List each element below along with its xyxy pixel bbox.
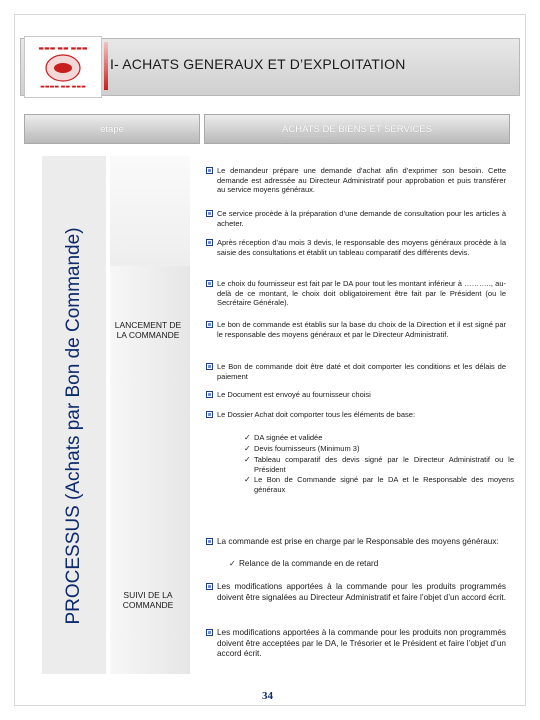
bullet-text: La commande est prise en charge par le Responsable des moyens généraux:	[217, 537, 499, 546]
list-item	[206, 362, 506, 381]
checklist-item	[229, 559, 499, 570]
column-header-step: étape	[24, 114, 200, 144]
checklist-item	[244, 444, 514, 454]
checkbox-bullet-icon	[206, 538, 213, 545]
checklist-item	[244, 455, 514, 474]
logo-emblem-icon	[28, 41, 98, 93]
checkbox-bullet-icon	[206, 239, 213, 246]
bullet-text: Ce service procède à la préparation d’une demande de consultation pour les articles à acheter.	[217, 209, 506, 228]
checkbox-bullet-icon	[206, 583, 213, 590]
list-item	[206, 166, 506, 195]
list-item	[206, 410, 506, 420]
process-label: PROCESSUS (Achats par Bon de Commande)	[63, 227, 84, 625]
checklist-text: Le Bon de Commande signé par le DA et le Responsable des moyens généraux	[254, 475, 514, 494]
list-item	[206, 279, 506, 308]
checklist-text: DA signée et validée	[254, 433, 323, 442]
bullet-text: Après réception d’au mois 3 devis, le responsable des moyens généraux procède à la saisie des consultations et établit un tableau comparatif des différents devis.	[217, 238, 506, 257]
logo	[24, 36, 102, 98]
checkbox-bullet-icon	[206, 391, 213, 398]
bullet-text: Le Bon de commande doit être daté et doit comporter les conditions et les délais de paiement	[217, 362, 506, 381]
list-item	[206, 582, 506, 603]
divider	[284, 136, 330, 137]
svg-text:▬▬▬ ▬▬ ▬▬▬: ▬▬▬ ▬▬ ▬▬▬	[38, 45, 88, 52]
checkmark-icon: ✓	[229, 559, 236, 568]
checkmark-icon: ✓	[244, 433, 251, 442]
bullet-text: Les modifications apportées à la commande pour les produits programmés doivent être signalées au Directeur Administratif et faire l’objet d’un accord écrit.	[217, 582, 506, 602]
checkmark-icon: ✓	[244, 444, 251, 453]
bullet-text: Le choix du fournisseur est fait par le DA pour tout les montant inférieur à ……….., au-delà de ce montant, le choix doit obligatoirement être fait par le Président (ou le Secrétaire Générale).	[217, 279, 506, 308]
checkmark-icon: ✓	[244, 475, 251, 484]
checkbox-bullet-icon	[206, 280, 213, 287]
page-title: I- ACHATS GENERAUX ET D’EXPLOITATION	[110, 56, 406, 72]
svg-text:▬▬▬▬ ▬▬ ▬▬▬: ▬▬▬▬ ▬▬ ▬▬▬	[40, 84, 86, 90]
bullet-text: Le Document est envoyé au fournisseur choisi	[217, 390, 371, 399]
column-header-purchases: ACHATS DE BIENS ET SERVICES	[204, 114, 510, 144]
checklist-text: Devis fournisseurs (Minimum 3)	[254, 444, 360, 453]
list-item	[206, 390, 506, 400]
bullet-text: Les modifications apportées à la commande pour les produits non programmés doivent être acceptées par le DA, le Trésorier et le Président et faire l’objet d’un accord écrit.	[217, 628, 506, 659]
bullet-text: Le demandeur prépare une demande d’achat afin d’exprimer son besoin. Cette demande est adressée au Directeur Administratif pour approbation et puis transférer au service moyens généraux.	[217, 166, 506, 195]
checkbox-bullet-icon	[206, 321, 213, 328]
list-item	[206, 628, 506, 660]
phase-label-suivi: SUIVI DE LA COMMANDE	[122, 590, 174, 610]
checklist-item	[244, 475, 514, 494]
bullet-text: Le bon de commande est établis sur la base du choix de la Direction et il est signé par le responsable des moyens généraux et par le Directeur Administratif.	[217, 320, 506, 339]
checkbox-bullet-icon	[206, 167, 213, 174]
checklist-text: Relance de la commande en de retard	[239, 559, 379, 568]
checkbox-bullet-icon	[206, 629, 213, 636]
header-accent-bar	[104, 42, 108, 90]
checklist-text: Tableau comparatif des devis signé par le Directeur Administratif ou le Président	[254, 455, 514, 474]
bullet-text: Le Dossier Achat doit comporter tous les éléments de base:	[217, 410, 416, 419]
checkbox-bullet-icon	[206, 411, 213, 418]
checkbox-bullet-icon	[206, 210, 213, 217]
checkbox-bullet-icon	[206, 363, 213, 370]
list-item	[206, 238, 506, 257]
page-number: 34	[262, 690, 273, 702]
list-item	[206, 320, 506, 339]
checklist-item	[244, 433, 514, 443]
checkmark-icon: ✓	[244, 455, 251, 464]
list-item	[206, 537, 506, 548]
phase-label-lancement: LANCEMENT DE LA COMMANDE	[114, 320, 182, 340]
list-item	[206, 209, 506, 228]
